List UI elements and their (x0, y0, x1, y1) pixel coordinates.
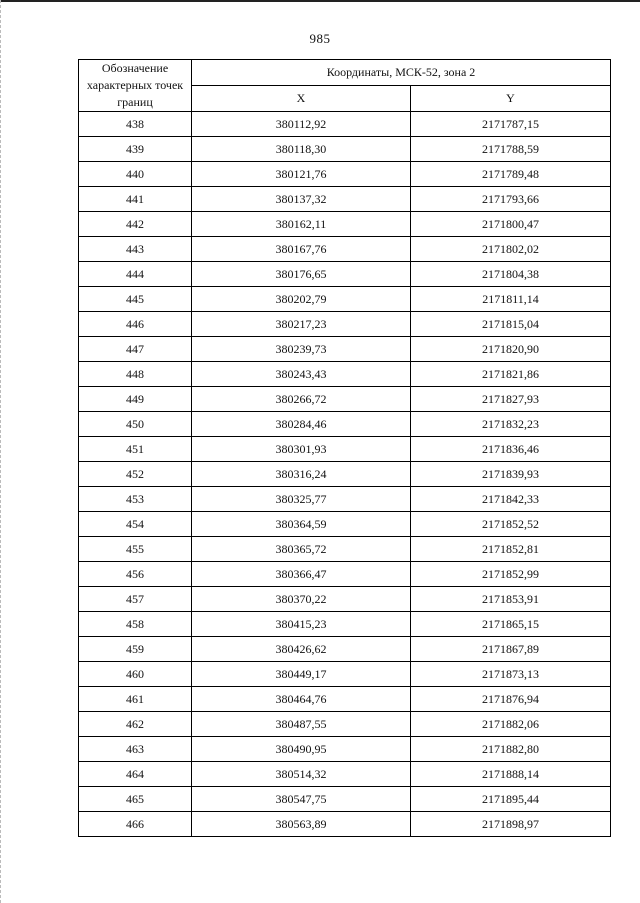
cell-x: 380266,72 (192, 387, 411, 412)
table-row (79, 187, 611, 212)
header-coordinates-group: Координаты, МСК-52, зона 2 (192, 60, 611, 86)
scan-edge-left (0, 0, 1, 903)
table-row (79, 162, 611, 187)
cell-y: 2171815,04 (411, 312, 611, 337)
cell-y: 2171852,99 (411, 562, 611, 587)
cell-point: 463 (79, 737, 192, 762)
cell-point: 466 (79, 812, 192, 837)
cell-point: 465 (79, 787, 192, 812)
cell-y: 2171873,13 (411, 662, 611, 687)
table-row (79, 387, 611, 412)
cell-x: 380426,62 (192, 637, 411, 662)
cell-x: 380370,22 (192, 587, 411, 612)
cell-x: 380563,89 (192, 812, 411, 837)
cell-x: 380239,73 (192, 337, 411, 362)
cell-point: 438 (79, 112, 192, 137)
cell-y: 2171793,66 (411, 187, 611, 212)
table-row (79, 612, 611, 637)
cell-point: 462 (79, 712, 192, 737)
cell-y: 2171804,38 (411, 262, 611, 287)
cell-y: 2171895,44 (411, 787, 611, 812)
cell-x: 380365,72 (192, 537, 411, 562)
cell-x: 380415,23 (192, 612, 411, 637)
cell-y: 2171867,89 (411, 637, 611, 662)
cell-point: 439 (79, 137, 192, 162)
cell-y: 2171853,91 (411, 587, 611, 612)
cell-point: 454 (79, 512, 192, 537)
table-row (79, 312, 611, 337)
cell-y: 2171820,90 (411, 337, 611, 362)
cell-point: 460 (79, 662, 192, 687)
table-row (79, 437, 611, 462)
cell-point: 448 (79, 362, 192, 387)
table-row (79, 787, 611, 812)
table-body (79, 112, 611, 837)
cell-point: 453 (79, 487, 192, 512)
cell-x: 380284,46 (192, 412, 411, 437)
cell-y: 2171842,33 (411, 487, 611, 512)
cell-y: 2171876,94 (411, 687, 611, 712)
cell-y: 2171811,14 (411, 287, 611, 312)
cell-x: 380487,55 (192, 712, 411, 737)
table-row (79, 112, 611, 137)
cell-x: 380325,77 (192, 487, 411, 512)
cell-point: 446 (79, 312, 192, 337)
table-row (79, 362, 611, 387)
cell-y: 2171839,93 (411, 462, 611, 487)
cell-x: 380167,76 (192, 237, 411, 262)
cell-x: 380364,59 (192, 512, 411, 537)
cell-y: 2171898,97 (411, 812, 611, 837)
cell-y: 2171832,23 (411, 412, 611, 437)
cell-x: 380449,17 (192, 662, 411, 687)
cell-x: 380176,65 (192, 262, 411, 287)
cell-point: 444 (79, 262, 192, 287)
table-row (79, 337, 611, 362)
cell-x: 380316,24 (192, 462, 411, 487)
header-x: X (192, 86, 411, 112)
cell-point: 461 (79, 687, 192, 712)
table-row (79, 287, 611, 312)
table-row (79, 562, 611, 587)
table-row (79, 812, 611, 837)
cell-y: 2171788,59 (411, 137, 611, 162)
table-row (79, 737, 611, 762)
cell-point: 445 (79, 287, 192, 312)
cell-y: 2171888,14 (411, 762, 611, 787)
cell-x: 380118,30 (192, 137, 411, 162)
cell-y: 2171821,86 (411, 362, 611, 387)
cell-y: 2171852,81 (411, 537, 611, 562)
cell-x: 380217,23 (192, 312, 411, 337)
cell-y: 2171789,48 (411, 162, 611, 187)
table-row (79, 762, 611, 787)
cell-point: 441 (79, 187, 192, 212)
cell-y: 2171882,06 (411, 712, 611, 737)
cell-point: 440 (79, 162, 192, 187)
cell-x: 380464,76 (192, 687, 411, 712)
cell-x: 380514,32 (192, 762, 411, 787)
cell-x: 380162,11 (192, 212, 411, 237)
cell-point: 451 (79, 437, 192, 462)
cell-point: 457 (79, 587, 192, 612)
header-row-1 (79, 60, 611, 86)
table-row (79, 462, 611, 487)
header-y: Y (411, 86, 611, 112)
table-row (79, 512, 611, 537)
cell-y: 2171787,15 (411, 112, 611, 137)
cell-y: 2171800,47 (411, 212, 611, 237)
cell-x: 380121,76 (192, 162, 411, 187)
cell-point: 452 (79, 462, 192, 487)
cell-y: 2171882,80 (411, 737, 611, 762)
cell-y: 2171836,46 (411, 437, 611, 462)
cell-point: 456 (79, 562, 192, 587)
cell-point: 442 (79, 212, 192, 237)
table-row (79, 137, 611, 162)
table-row (79, 637, 611, 662)
table-row (79, 662, 611, 687)
cell-x: 380547,75 (192, 787, 411, 812)
cell-x: 380112,92 (192, 112, 411, 137)
cell-point: 450 (79, 412, 192, 437)
header-point-designation: Обозначение характерных точек границ (79, 60, 192, 112)
page-number: 985 (309, 31, 331, 46)
cell-y: 2171827,93 (411, 387, 611, 412)
cell-x: 380243,43 (192, 362, 411, 387)
cell-y: 2171802,02 (411, 237, 611, 262)
cell-x: 380301,93 (192, 437, 411, 462)
cell-point: 464 (79, 762, 192, 787)
table-row (79, 212, 611, 237)
cell-x: 380137,32 (192, 187, 411, 212)
table-header (79, 60, 611, 112)
cell-x: 380490,95 (192, 737, 411, 762)
cell-point: 447 (79, 337, 192, 362)
table-row (79, 687, 611, 712)
cell-y: 2171852,52 (411, 512, 611, 537)
table-row (79, 712, 611, 737)
cell-point: 458 (79, 612, 192, 637)
table-row (79, 237, 611, 262)
cell-point: 455 (79, 537, 192, 562)
coordinates-table (78, 59, 611, 837)
table-row (79, 487, 611, 512)
cell-x: 380202,79 (192, 287, 411, 312)
table-row (79, 587, 611, 612)
table-row (79, 262, 611, 287)
table-row (79, 537, 611, 562)
table-row (79, 412, 611, 437)
cell-point: 449 (79, 387, 192, 412)
scan-edge-top (0, 0, 640, 2)
cell-point: 459 (79, 637, 192, 662)
cell-y: 2171865,15 (411, 612, 611, 637)
cell-x: 380366,47 (192, 562, 411, 587)
cell-point: 443 (79, 237, 192, 262)
